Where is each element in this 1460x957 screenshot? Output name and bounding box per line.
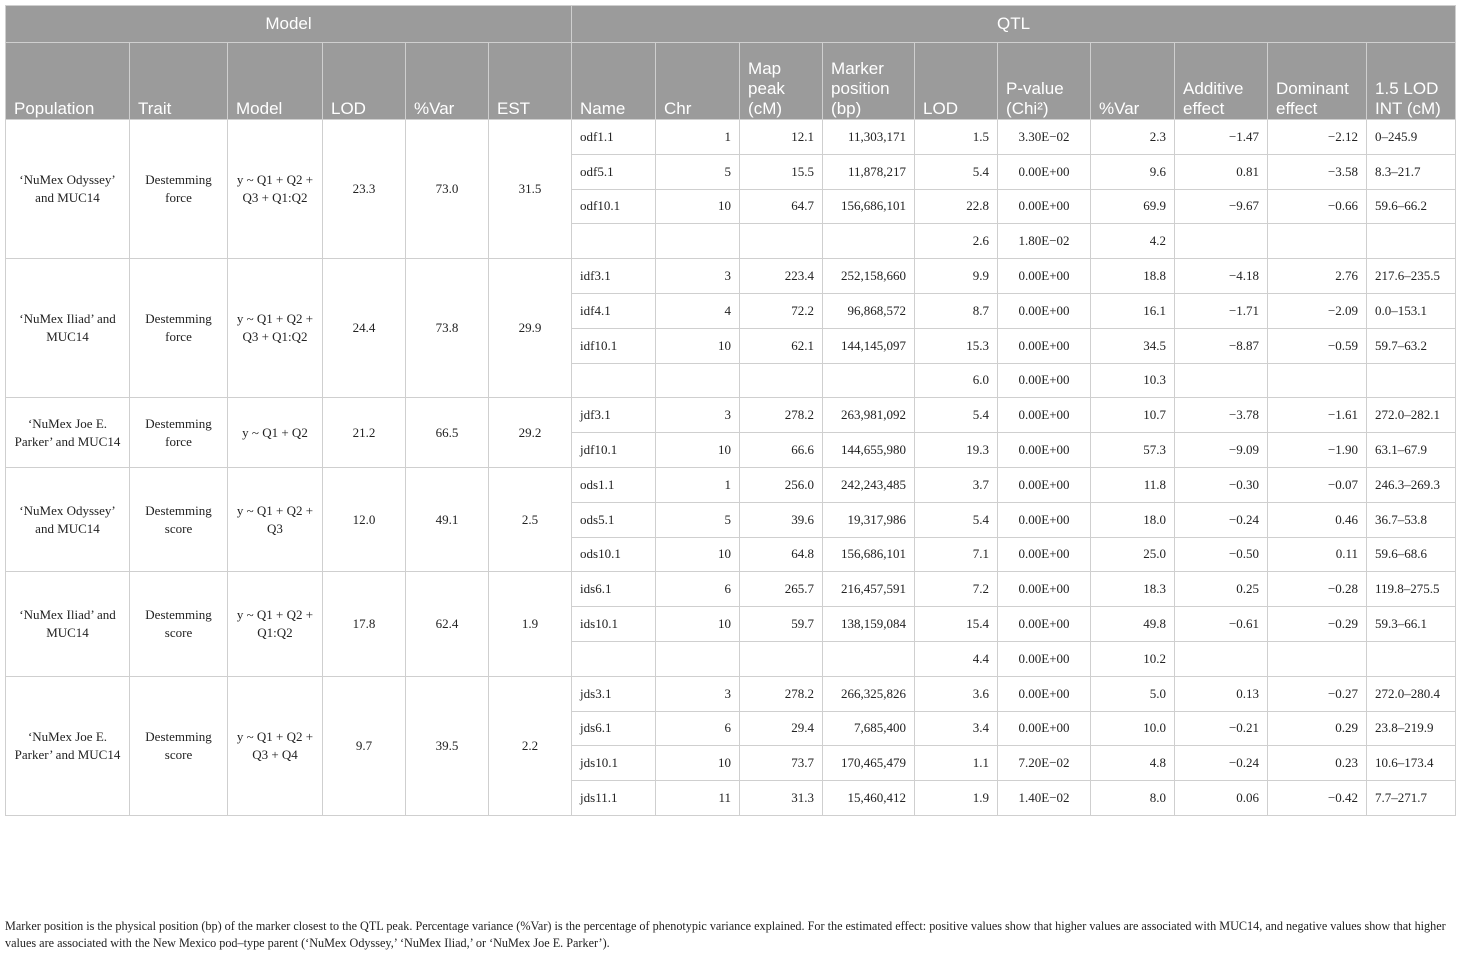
p-value-cell: 0.00E+00 xyxy=(998,641,1091,676)
qtl-var-cell: 34.5 xyxy=(1091,328,1175,363)
est-cell: 29.2 xyxy=(489,398,572,468)
dominant-effect-cell: 0.46 xyxy=(1268,502,1367,537)
p-value-cell: 0.00E+00 xyxy=(998,293,1091,328)
map-peak-cell: 265.7 xyxy=(740,572,823,607)
marker-position-cell: 170,465,479 xyxy=(823,746,915,781)
marker-position-cell: 96,868,572 xyxy=(823,293,915,328)
p-value-cell: 0.00E+00 xyxy=(998,676,1091,711)
p-value-cell: 0.00E+00 xyxy=(998,711,1091,746)
qtl-name-cell: ids6.1 xyxy=(572,572,656,607)
additive-effect-cell: −0.24 xyxy=(1175,746,1268,781)
dominant-effect-cell xyxy=(1268,641,1367,676)
map-peak-cell: 66.6 xyxy=(740,433,823,468)
chromosome-cell: 10 xyxy=(656,607,740,642)
model-cell: y ~ Q1 + Q2 xyxy=(228,398,323,468)
marker-position-cell: 216,457,591 xyxy=(823,572,915,607)
column-header-additive-effect: Additive effect xyxy=(1175,43,1268,120)
qtl-var-cell: 57.3 xyxy=(1091,433,1175,468)
marker-position-cell: 156,686,101 xyxy=(823,189,915,224)
lod-interval-cell: 59.6–66.2 xyxy=(1367,189,1456,224)
lod-interval-cell: 246.3–269.3 xyxy=(1367,467,1456,502)
chromosome-cell: 10 xyxy=(656,433,740,468)
dominant-effect-cell: −0.27 xyxy=(1268,676,1367,711)
map-peak-cell: 256.0 xyxy=(740,467,823,502)
model-var-cell: 39.5 xyxy=(406,676,489,815)
map-peak-cell: 72.2 xyxy=(740,293,823,328)
column-header-qtl-var: %Var xyxy=(1091,43,1175,120)
qtl-name-cell: idf10.1 xyxy=(572,328,656,363)
group-header-qtl: QTL xyxy=(572,6,1456,43)
trait-cell: Destemming force xyxy=(130,259,228,398)
qtl-name-cell: jdf3.1 xyxy=(572,398,656,433)
dominant-effect-cell: −0.29 xyxy=(1268,607,1367,642)
dominant-effect-cell: −3.58 xyxy=(1268,154,1367,189)
qtl-lod-cell: 5.4 xyxy=(915,502,998,537)
population-cell: ‘NuMex Odyssey’ and MUC14 xyxy=(6,120,130,259)
map-peak-cell: 59.7 xyxy=(740,607,823,642)
qtl-lod-cell: 2.6 xyxy=(915,224,998,259)
p-value-cell: 0.00E+00 xyxy=(998,433,1091,468)
qtl-lod-cell: 7.1 xyxy=(915,537,998,572)
column-header-row xyxy=(6,43,1456,120)
p-value-cell: 1.80E−02 xyxy=(998,224,1091,259)
column-header-map-peak: Map peak (cM) xyxy=(740,43,823,120)
dominant-effect-cell: 0.23 xyxy=(1268,746,1367,781)
group-header-model: Model xyxy=(6,6,572,43)
column-header-chr: Chr xyxy=(656,43,740,120)
p-value-cell: 0.00E+00 xyxy=(998,328,1091,363)
column-header-var: %Var xyxy=(406,43,489,120)
qtl-lod-cell: 4.4 xyxy=(915,641,998,676)
qtl-name-cell xyxy=(572,363,656,398)
chromosome-cell: 6 xyxy=(656,711,740,746)
est-cell: 29.9 xyxy=(489,259,572,398)
table-row xyxy=(6,398,1456,433)
lod-interval-cell: 119.8–275.5 xyxy=(1367,572,1456,607)
qtl-var-cell: 2.3 xyxy=(1091,120,1175,155)
map-peak-cell: 223.4 xyxy=(740,259,823,294)
chromosome-cell: 3 xyxy=(656,259,740,294)
dominant-effect-cell xyxy=(1268,363,1367,398)
additive-effect-cell: −4.18 xyxy=(1175,259,1268,294)
additive-effect-cell: 0.06 xyxy=(1175,781,1268,816)
marker-position-cell: 15,460,412 xyxy=(823,781,915,816)
map-peak-cell: 12.1 xyxy=(740,120,823,155)
chromosome-cell: 10 xyxy=(656,746,740,781)
qtl-lod-cell: 19.3 xyxy=(915,433,998,468)
trait-cell: Destemming force xyxy=(130,120,228,259)
column-header-population: Population xyxy=(6,43,130,120)
dominant-effect-cell: −0.66 xyxy=(1268,189,1367,224)
qtl-name-cell: odf10.1 xyxy=(572,189,656,224)
p-value-cell: 7.20E−02 xyxy=(998,746,1091,781)
additive-effect-cell xyxy=(1175,224,1268,259)
lod-interval-cell xyxy=(1367,641,1456,676)
qtl-name-cell: jds3.1 xyxy=(572,676,656,711)
dominant-effect-cell: −2.12 xyxy=(1268,120,1367,155)
lod-interval-cell: 59.3–66.1 xyxy=(1367,607,1456,642)
additive-effect-cell: −0.30 xyxy=(1175,467,1268,502)
additive-effect-cell xyxy=(1175,363,1268,398)
additive-effect-cell: −1.71 xyxy=(1175,293,1268,328)
trait-cell: Destemming score xyxy=(130,676,228,815)
population-cell: ‘NuMex Odyssey’ and MUC14 xyxy=(6,467,130,571)
qtl-lod-cell: 3.4 xyxy=(915,711,998,746)
qtl-name-cell: odf1.1 xyxy=(572,120,656,155)
lod-interval-cell: 7.7–271.7 xyxy=(1367,781,1456,816)
lod-interval-cell: 59.6–68.6 xyxy=(1367,537,1456,572)
qtl-name-cell xyxy=(572,224,656,259)
qtl-var-cell: 8.0 xyxy=(1091,781,1175,816)
qtl-var-cell: 25.0 xyxy=(1091,537,1175,572)
dominant-effect-cell: −0.28 xyxy=(1268,572,1367,607)
map-peak-cell: 64.8 xyxy=(740,537,823,572)
marker-position-cell xyxy=(823,363,915,398)
table-header xyxy=(6,6,1456,120)
lod-interval-cell: 36.7–53.8 xyxy=(1367,502,1456,537)
additive-effect-cell: −9.09 xyxy=(1175,433,1268,468)
column-header-est: EST xyxy=(489,43,572,120)
lod-interval-cell xyxy=(1367,363,1456,398)
map-peak-cell: 62.1 xyxy=(740,328,823,363)
marker-position-cell: 138,159,084 xyxy=(823,607,915,642)
p-value-cell: 0.00E+00 xyxy=(998,398,1091,433)
map-peak-cell: 278.2 xyxy=(740,398,823,433)
model-var-cell: 62.4 xyxy=(406,572,489,676)
lod-interval-cell xyxy=(1367,224,1456,259)
p-value-cell: 0.00E+00 xyxy=(998,537,1091,572)
chromosome-cell: 10 xyxy=(656,537,740,572)
trait-cell: Destemming score xyxy=(130,572,228,676)
lod-interval-cell: 272.0–280.4 xyxy=(1367,676,1456,711)
marker-position-cell: 263,981,092 xyxy=(823,398,915,433)
p-value-cell: 3.30E−02 xyxy=(998,120,1091,155)
marker-position-cell xyxy=(823,224,915,259)
model-cell: y ~ Q1 + Q2 + Q3 xyxy=(228,467,323,571)
qtl-name-cell: jds11.1 xyxy=(572,781,656,816)
column-header-lod-interval: 1.5 LOD INT (cM) xyxy=(1367,43,1456,120)
chromosome-cell xyxy=(656,363,740,398)
marker-position-cell: 242,243,485 xyxy=(823,467,915,502)
qtl-name-cell: ods10.1 xyxy=(572,537,656,572)
map-peak-cell: 29.4 xyxy=(740,711,823,746)
table-row xyxy=(6,467,1456,502)
table-row xyxy=(6,572,1456,607)
trait-cell: Destemming force xyxy=(130,398,228,468)
population-cell: ‘NuMex Joe E. Parker’ and MUC14 xyxy=(6,398,130,468)
marker-position-cell: 144,655,980 xyxy=(823,433,915,468)
chromosome-cell: 1 xyxy=(656,467,740,502)
map-peak-cell: 73.7 xyxy=(740,746,823,781)
additive-effect-cell: 0.81 xyxy=(1175,154,1268,189)
trait-cell: Destemming score xyxy=(130,467,228,571)
marker-position-cell xyxy=(823,641,915,676)
qtl-name-cell: ods1.1 xyxy=(572,467,656,502)
dominant-effect-cell: 0.11 xyxy=(1268,537,1367,572)
p-value-cell: 0.00E+00 xyxy=(998,467,1091,502)
qtl-name-cell: idf3.1 xyxy=(572,259,656,294)
population-cell: ‘NuMex Joe E. Parker’ and MUC14 xyxy=(6,676,130,815)
p-value-cell: 0.00E+00 xyxy=(998,363,1091,398)
qtl-var-cell: 18.8 xyxy=(1091,259,1175,294)
dominant-effect-cell: −1.90 xyxy=(1268,433,1367,468)
map-peak-cell: 15.5 xyxy=(740,154,823,189)
qtl-var-cell: 5.0 xyxy=(1091,676,1175,711)
lod-interval-cell: 0–245.9 xyxy=(1367,120,1456,155)
chromosome-cell: 5 xyxy=(656,502,740,537)
qtl-var-cell: 10.2 xyxy=(1091,641,1175,676)
additive-effect-cell: −3.78 xyxy=(1175,398,1268,433)
lod-interval-cell: 217.6–235.5 xyxy=(1367,259,1456,294)
map-peak-cell xyxy=(740,363,823,398)
lod-interval-cell: 272.0–282.1 xyxy=(1367,398,1456,433)
marker-position-cell: 252,158,660 xyxy=(823,259,915,294)
dominant-effect-cell: 2.76 xyxy=(1268,259,1367,294)
model-lod-cell: 12.0 xyxy=(323,467,406,571)
map-peak-cell xyxy=(740,641,823,676)
marker-position-cell: 266,325,826 xyxy=(823,676,915,711)
additive-effect-cell: −0.24 xyxy=(1175,502,1268,537)
table-footnote: Marker position is the physical position (bp) of the marker closest to the QTL peak. Percentage variance (%Var) is the percentage of phenotypic variance explained. For the estimated effect: positive values show that higher values are associated with MUC14, and negative values show that higher values are associated with the New Mexico pod–type parent (‘NuMex Odyssey,’ ‘NuMex Iliad,’ or ‘NuMex Joe E. Parker’). xyxy=(5,919,1446,950)
qtl-lod-cell: 6.0 xyxy=(915,363,998,398)
est-cell: 2.2 xyxy=(489,676,572,815)
qtl-name-cell: odf5.1 xyxy=(572,154,656,189)
dominant-effect-cell xyxy=(1268,224,1367,259)
qtl-lod-cell: 3.6 xyxy=(915,676,998,711)
column-header-marker-position: Marker position (bp) xyxy=(823,43,915,120)
chromosome-cell xyxy=(656,224,740,259)
qtl-table xyxy=(5,5,1456,816)
model-var-cell: 73.8 xyxy=(406,259,489,398)
qtl-name-cell: ids10.1 xyxy=(572,607,656,642)
est-cell: 2.5 xyxy=(489,467,572,571)
qtl-name-cell xyxy=(572,641,656,676)
marker-position-cell: 156,686,101 xyxy=(823,537,915,572)
p-value-cell: 0.00E+00 xyxy=(998,259,1091,294)
column-header-lod: LOD xyxy=(323,43,406,120)
model-lod-cell: 21.2 xyxy=(323,398,406,468)
additive-effect-cell: −0.50 xyxy=(1175,537,1268,572)
qtl-lod-cell: 5.4 xyxy=(915,154,998,189)
chromosome-cell: 4 xyxy=(656,293,740,328)
qtl-name-cell: jds10.1 xyxy=(572,746,656,781)
qtl-lod-cell: 8.7 xyxy=(915,293,998,328)
qtl-lod-cell: 1.5 xyxy=(915,120,998,155)
column-header-dominant-effect: Dominant effect xyxy=(1268,43,1367,120)
dominant-effect-cell: −2.09 xyxy=(1268,293,1367,328)
model-var-cell: 49.1 xyxy=(406,467,489,571)
qtl-var-cell: 10.7 xyxy=(1091,398,1175,433)
population-cell: ‘NuMex Iliad’ and MUC14 xyxy=(6,259,130,398)
additive-effect-cell: 0.13 xyxy=(1175,676,1268,711)
marker-position-cell: 19,317,986 xyxy=(823,502,915,537)
model-var-cell: 73.0 xyxy=(406,120,489,259)
p-value-cell: 0.00E+00 xyxy=(998,502,1091,537)
table-row xyxy=(6,676,1456,711)
qtl-var-cell: 69.9 xyxy=(1091,189,1175,224)
additive-effect-cell: −8.87 xyxy=(1175,328,1268,363)
qtl-name-cell: jds6.1 xyxy=(572,711,656,746)
p-value-cell: 0.00E+00 xyxy=(998,572,1091,607)
lod-interval-cell: 0.0–153.1 xyxy=(1367,293,1456,328)
p-value-cell: 0.00E+00 xyxy=(998,189,1091,224)
model-lod-cell: 24.4 xyxy=(323,259,406,398)
qtl-var-cell: 4.8 xyxy=(1091,746,1175,781)
chromosome-cell: 11 xyxy=(656,781,740,816)
p-value-cell: 1.40E−02 xyxy=(998,781,1091,816)
additive-effect-cell: 0.25 xyxy=(1175,572,1268,607)
population-cell: ‘NuMex Iliad’ and MUC14 xyxy=(6,572,130,676)
lod-interval-cell: 59.7–63.2 xyxy=(1367,328,1456,363)
column-header-name: Name xyxy=(572,43,656,120)
marker-position-cell: 11,878,217 xyxy=(823,154,915,189)
qtl-lod-cell: 1.1 xyxy=(915,746,998,781)
additive-effect-cell: −0.21 xyxy=(1175,711,1268,746)
lod-interval-cell: 23.8–219.9 xyxy=(1367,711,1456,746)
table-row xyxy=(6,259,1456,294)
column-header-model: Model xyxy=(228,43,323,120)
chromosome-cell: 10 xyxy=(656,189,740,224)
dominant-effect-cell: 0.29 xyxy=(1268,711,1367,746)
qtl-var-cell: 49.8 xyxy=(1091,607,1175,642)
p-value-cell: 0.00E+00 xyxy=(998,154,1091,189)
qtl-lod-cell: 5.4 xyxy=(915,398,998,433)
p-value-cell: 0.00E+00 xyxy=(998,607,1091,642)
marker-position-cell: 11,303,171 xyxy=(823,120,915,155)
lod-interval-cell: 63.1–67.9 xyxy=(1367,433,1456,468)
qtl-var-cell: 4.2 xyxy=(1091,224,1175,259)
qtl-name-cell: idf4.1 xyxy=(572,293,656,328)
qtl-lod-cell: 9.9 xyxy=(915,259,998,294)
dominant-effect-cell: −0.07 xyxy=(1268,467,1367,502)
chromosome-cell: 3 xyxy=(656,398,740,433)
lod-interval-cell: 10.6–173.4 xyxy=(1367,746,1456,781)
qtl-lod-cell: 1.9 xyxy=(915,781,998,816)
qtl-var-cell: 10.0 xyxy=(1091,711,1175,746)
model-var-cell: 66.5 xyxy=(406,398,489,468)
qtl-name-cell: jdf10.1 xyxy=(572,433,656,468)
chromosome-cell: 3 xyxy=(656,676,740,711)
qtl-lod-cell: 3.7 xyxy=(915,467,998,502)
map-peak-cell: 278.2 xyxy=(740,676,823,711)
additive-effect-cell: −1.47 xyxy=(1175,120,1268,155)
qtl-lod-cell: 22.8 xyxy=(915,189,998,224)
qtl-lod-cell: 7.2 xyxy=(915,572,998,607)
map-peak-cell: 64.7 xyxy=(740,189,823,224)
model-lod-cell: 23.3 xyxy=(323,120,406,259)
lod-interval-cell: 8.3–21.7 xyxy=(1367,154,1456,189)
marker-position-cell: 144,145,097 xyxy=(823,328,915,363)
qtl-lod-cell: 15.3 xyxy=(915,328,998,363)
model-cell: y ~ Q1 + Q2 + Q1:Q2 xyxy=(228,572,323,676)
dominant-effect-cell: −0.42 xyxy=(1268,781,1367,816)
chromosome-cell: 6 xyxy=(656,572,740,607)
est-cell: 1.9 xyxy=(489,572,572,676)
est-cell: 31.5 xyxy=(489,120,572,259)
model-cell: y ~ Q1 + Q2 + Q3 + Q1:Q2 xyxy=(228,120,323,259)
qtl-var-cell: 18.0 xyxy=(1091,502,1175,537)
column-header-p-value: P-value (Chi²) xyxy=(998,43,1091,120)
table-body xyxy=(6,120,1456,816)
additive-effect-cell: −9.67 xyxy=(1175,189,1268,224)
qtl-var-cell: 16.1 xyxy=(1091,293,1175,328)
qtl-var-cell: 10.3 xyxy=(1091,363,1175,398)
map-peak-cell xyxy=(740,224,823,259)
column-header-qtl-lod: LOD xyxy=(915,43,998,120)
qtl-var-cell: 18.3 xyxy=(1091,572,1175,607)
dominant-effect-cell: −0.59 xyxy=(1268,328,1367,363)
additive-effect-cell xyxy=(1175,641,1268,676)
map-peak-cell: 31.3 xyxy=(740,781,823,816)
qtl-var-cell: 9.6 xyxy=(1091,154,1175,189)
model-cell: y ~ Q1 + Q2 + Q3 + Q4 xyxy=(228,676,323,815)
column-header-trait: Trait xyxy=(130,43,228,120)
marker-position-cell: 7,685,400 xyxy=(823,711,915,746)
table-row xyxy=(6,120,1456,155)
model-lod-cell: 9.7 xyxy=(323,676,406,815)
dominant-effect-cell: −1.61 xyxy=(1268,398,1367,433)
model-lod-cell: 17.8 xyxy=(323,572,406,676)
qtl-var-cell: 11.8 xyxy=(1091,467,1175,502)
additive-effect-cell: −0.61 xyxy=(1175,607,1268,642)
chromosome-cell xyxy=(656,641,740,676)
chromosome-cell: 5 xyxy=(656,154,740,189)
qtl-lod-cell: 15.4 xyxy=(915,607,998,642)
chromosome-cell: 1 xyxy=(656,120,740,155)
map-peak-cell: 39.6 xyxy=(740,502,823,537)
qtl-name-cell: ods5.1 xyxy=(572,502,656,537)
model-cell: y ~ Q1 + Q2 + Q3 + Q1:Q2 xyxy=(228,259,323,398)
chromosome-cell: 10 xyxy=(656,328,740,363)
